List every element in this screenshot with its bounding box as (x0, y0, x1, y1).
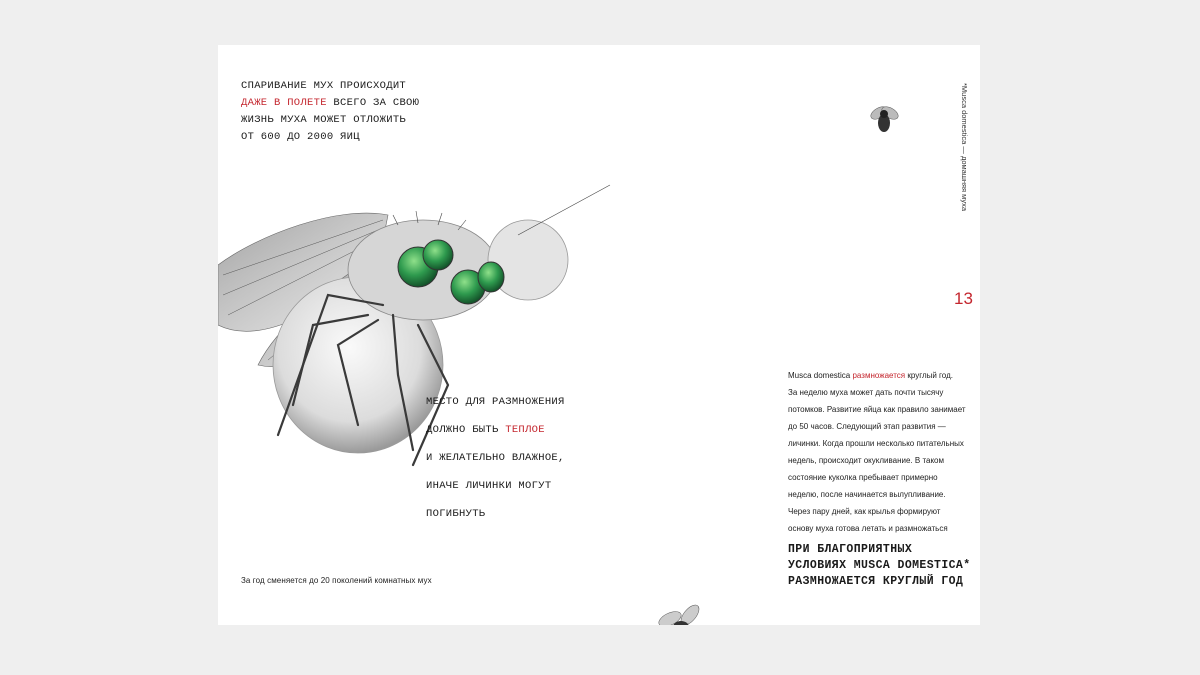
headline-line2: УСЛОВИЯХ MUSCA DOMESTICA* (788, 559, 971, 572)
headline-line1: ПРИ БЛАГОПРИЯТНЫХ (788, 543, 913, 556)
para-line1 (788, 367, 968, 384)
mid-note (426, 388, 565, 528)
top-note-highlight: ДАЖЕ В ПОЛЕТЕ (241, 97, 327, 109)
small-fly-icon (868, 103, 902, 137)
para-line2: За неделю муха может дать почти тысячу (788, 388, 944, 397)
para-line7: состояние куколка пребывает примерно (788, 473, 938, 482)
top-note-line3: ЖИЗНЬ МУХА МОЖЕТ ОТЛОЖИТЬ (241, 114, 407, 126)
para-line8: неделю, после начинается вылупливание. (788, 490, 946, 499)
book-spread (218, 45, 980, 625)
para-highlight: размножается (852, 371, 906, 380)
mid-note-line2-prefix: ДОЛЖНО БЫТЬ (426, 424, 506, 436)
para-line3: потомков. Развитие яйца как правило занимает (788, 405, 966, 414)
mid-note-highlight: ТЕПЛОЕ (505, 424, 545, 436)
mid-note-line1: МЕСТО ДЛЯ РАЗМНОЖЕНИЯ (426, 396, 565, 408)
para-line6: недель, происходит окукливание. В таком (788, 456, 945, 465)
para-lead: Musca domestica (788, 371, 853, 380)
body-paragraph (788, 367, 968, 537)
para-line4: до 50 часов. Следующий этап развития — (788, 422, 946, 431)
para-line1-rest: круглый год. (905, 371, 953, 380)
top-note-line4: ОТ 600 ДО 2000 ЯИЦ (241, 131, 360, 143)
side-caption: *Musca domestica — домашняя муха (960, 83, 969, 212)
top-note (241, 78, 419, 146)
bottom-fly-icon (656, 601, 706, 625)
headline-line3: РАЗМНОЖАЕТСЯ КРУГЛЫЙ ГОД (788, 575, 964, 588)
para-line5: личинки. Когда прошли несколько питательных (788, 439, 964, 448)
mid-note-line2 (426, 416, 565, 444)
para-line9: Через пару дней, как крылья формируют (788, 507, 941, 516)
para-line10: основу муха готова летать и размножаться (788, 524, 948, 533)
bottom-caption: За год сменяется до 20 поколений комнатных мух (241, 576, 432, 585)
mid-note-line5: ПОГИБНУТЬ (426, 508, 486, 520)
mid-note-line4: ИНАЧЕ ЛИЧИНКИ МОГУТ (426, 480, 552, 492)
top-note-line1: СПАРИВАНИЕ МУХ ПРОИСХОДИТ (241, 80, 407, 92)
top-note-line2-rest: ВСЕГО ЗА СВОЮ (326, 97, 420, 109)
page-number: 13 (954, 289, 973, 308)
top-note-line2 (241, 95, 419, 112)
mid-note-line3: И ЖЕЛАТЕЛЬНО ВЛАЖНОЕ, (426, 452, 565, 464)
headline (788, 542, 971, 590)
